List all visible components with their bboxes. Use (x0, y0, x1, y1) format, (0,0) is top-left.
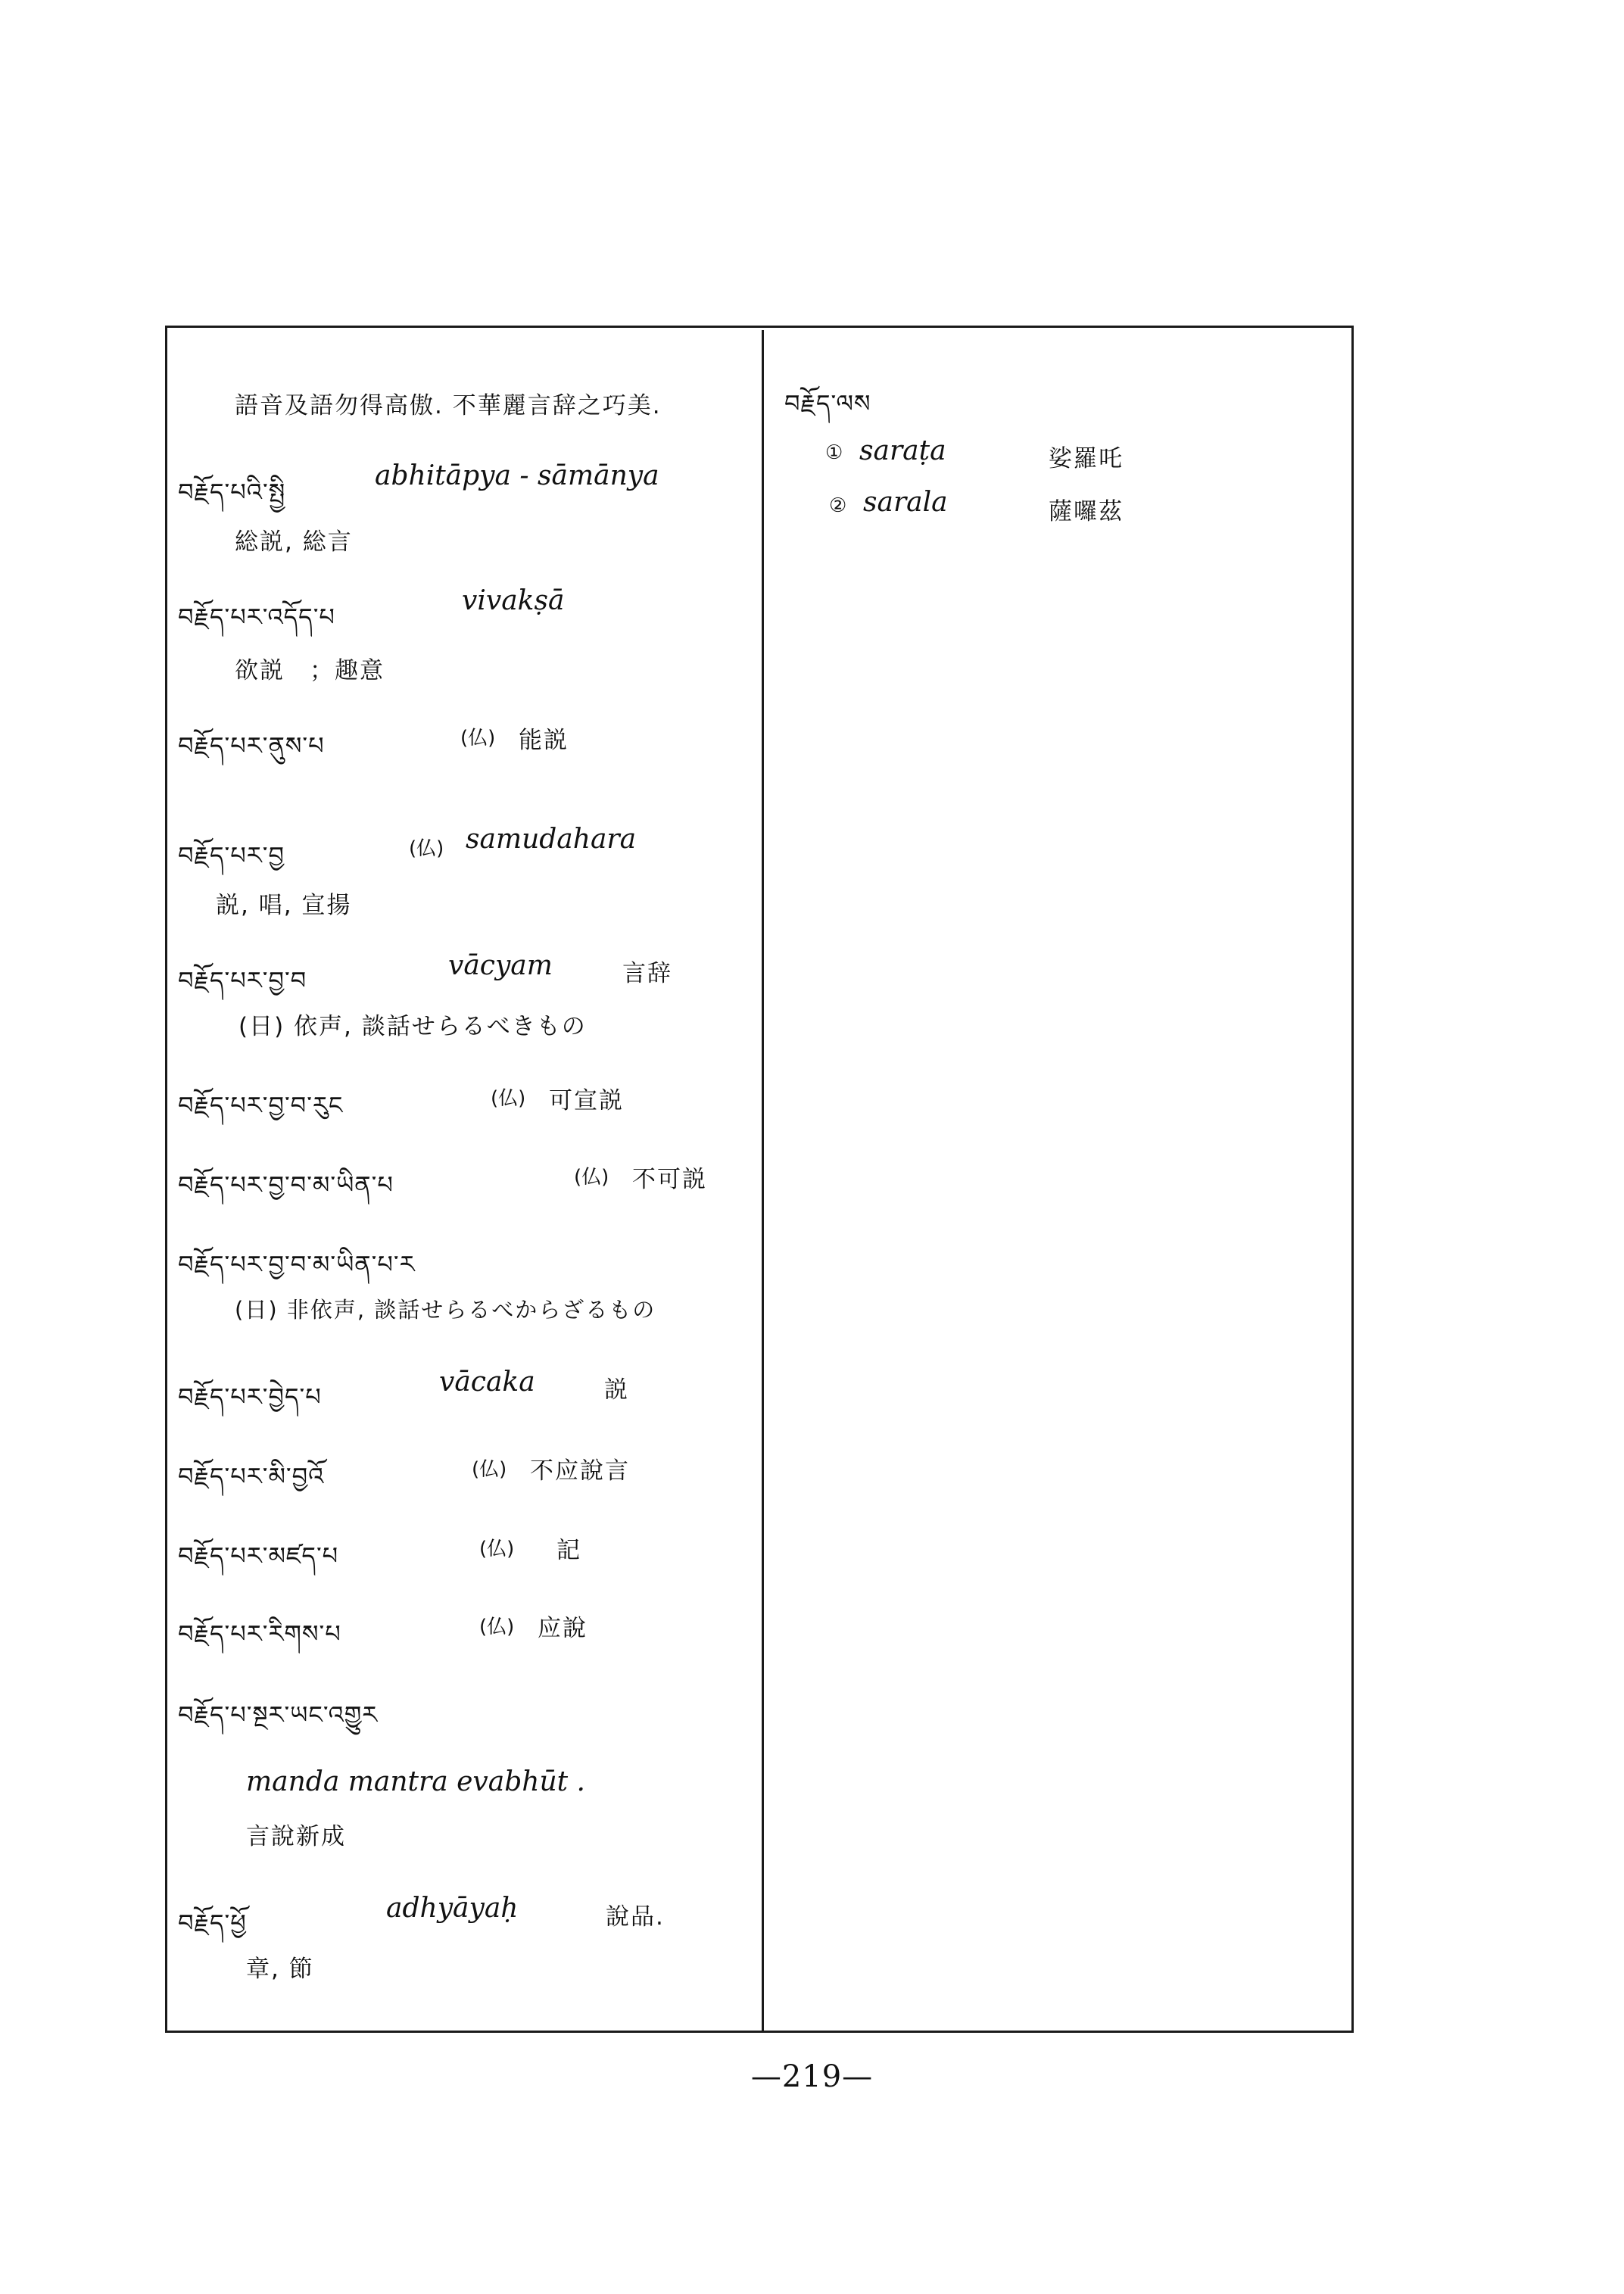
entry-romanization: saraṭa (859, 435, 946, 466)
entry-tibetan: བརྗོད་པར་བྱ་བ་མ་ཡིན་པ (178, 1170, 394, 1199)
entry-romanization: samudahara (466, 824, 637, 855)
entry-tag: (仏) (409, 837, 444, 860)
entry-tag: (仏) (479, 1538, 515, 1560)
entry-tag: (仏) (491, 1087, 526, 1110)
entry-tibetan: བརྗོད་པར་བྱ་བ (178, 966, 307, 995)
entry-gloss: 可宣説 (549, 1087, 624, 1114)
entry-tibetan: བརྗོད་པ་སྔར་ཡང་འགྱུར (178, 1700, 379, 1729)
entry-tibetan: བརྗོད་པར་མི་བྱའོ (178, 1462, 325, 1491)
mantra-gloss: 言說新成 (246, 1823, 346, 1850)
entry-tibetan: བརྗོད་པར་འདོད་པ (178, 603, 335, 631)
entry-romanization: adhyāyaḥ (386, 1893, 519, 1924)
item-marker: ② (829, 494, 847, 517)
entry-romanization: vivakṣā (462, 585, 565, 616)
entry-gloss: 应說 (538, 1615, 588, 1642)
entry-gloss: 欲説 ；趣意 (235, 657, 385, 684)
entry-tibetan: བརྗོད་པར་བྱ་བ་རུང (178, 1091, 344, 1120)
entry-gloss: 說品. (606, 1903, 665, 1931)
entry-romanization: vācaka (439, 1367, 535, 1398)
entry-tag: (仏) (479, 1616, 515, 1638)
entry-tibetan: བརྗོད་པར་བྱ (178, 841, 285, 870)
entry-tibetan: བརྗོད་པར་ནུས་པ (178, 731, 325, 760)
entry-tag: (仏) (472, 1458, 507, 1481)
entry-gloss: 説 (604, 1376, 629, 1404)
entry-gloss: 総説, 総言 (235, 528, 353, 556)
entry-tibetan: བརྗོད་ཕྱོ (178, 1909, 247, 1937)
entry-romanization: abhitāpya - sāmānya (375, 460, 659, 491)
entry-gloss: 能説 (519, 727, 569, 754)
entry-gloss: 説, 唱, 宣揚 (216, 892, 352, 919)
mantra-romanization: manda mantra evabhūt . (246, 1766, 585, 1797)
entry-tibetan: བརྗོད་ལས (784, 389, 871, 418)
entry-gloss: 娑羅吒 (1049, 445, 1124, 472)
entry-romanization: sarala (863, 487, 948, 518)
entry-gloss: (日) 非依声, 談話せらるべからざるもの (235, 1297, 656, 1323)
entry-tibetan: བརྗོད་པའི་སྤྱི (178, 478, 286, 506)
right-column (772, 333, 1348, 2021)
entry-tibetan: བརྗོད་པར་བྱ་བ་མ་ཡིན་པ་ར (178, 1250, 416, 1279)
entry-gloss: 不应說言 (530, 1457, 630, 1485)
entry-gloss: 章, 節 (246, 1956, 314, 1983)
left-column (174, 333, 757, 2021)
entry-romanization: vācyam (448, 950, 553, 981)
entry-tag: (仏) (460, 727, 496, 750)
entry-tibetan: བརྗོད་པར་བྱེད་པ (178, 1382, 322, 1411)
entry-tibetan: བརྗོད་པར་རིགས་པ (178, 1619, 341, 1648)
entry-gloss: 薩囉茲 (1049, 498, 1124, 525)
entry-gloss: (日) 依声, 談話せらるべきもの (238, 1013, 587, 1040)
item-marker: ① (825, 441, 843, 464)
intro-text: 語音及語勿得高傲. 不華麗言辞之巧美. (235, 392, 662, 419)
entry-tibetan: བརྗོད་པར་མཛད་པ (178, 1541, 339, 1570)
entry-tag: (仏) (574, 1166, 609, 1189)
entry-gloss: 言辞 (622, 960, 672, 987)
entry-gloss: 記 (556, 1537, 581, 1564)
page-number: —219— (750, 2059, 874, 2094)
entry-gloss: 不可説 (632, 1166, 707, 1193)
column-divider (762, 330, 764, 2031)
